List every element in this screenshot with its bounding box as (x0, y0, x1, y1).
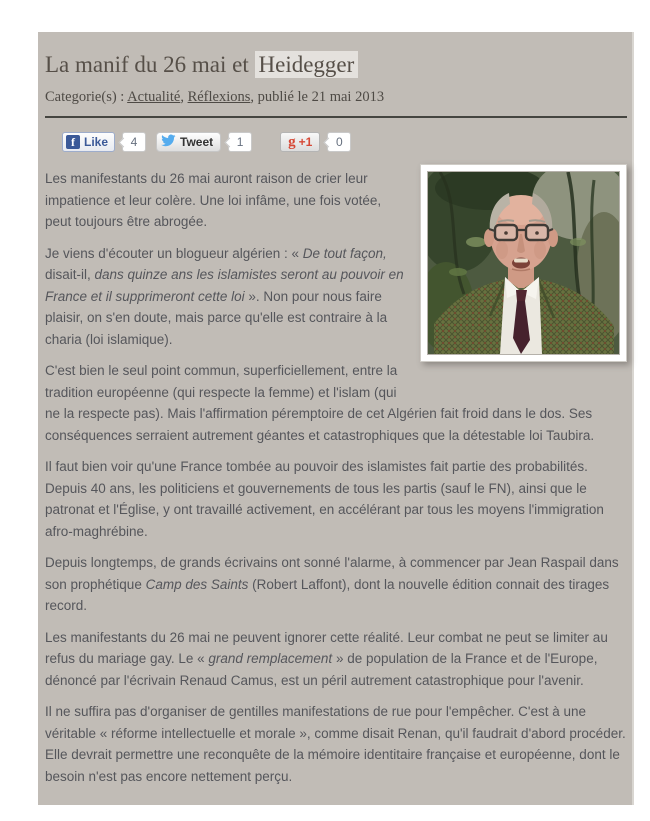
google-g-icon: g (288, 134, 296, 150)
paragraph: Il faut bien voir qu'une France tombée au pouvoir des islamistes fait partie des probabilités. Depuis 40 ans, les politiciens et gouvernements de tous les partis (sauf le FN), ainsi que le patronat et l'Église, y ont travaillé activement, en accélérant par tous les moyens l'immigration afro-maghrébine. (45, 459, 604, 539)
like-label: Like (84, 135, 109, 149)
portrait-illustration (428, 172, 619, 354)
tweet-label: Tweet (180, 135, 214, 149)
tweet-count-badge: 1 (228, 132, 252, 152)
like-count-badge: 4 (122, 132, 146, 152)
title-highlight: Heidegger (255, 51, 359, 78)
title-text: La manif du 26 mai et (45, 52, 255, 77)
post-container (38, 32, 634, 805)
plusone-label: +1 (298, 135, 313, 149)
tweet-button[interactable] (156, 132, 221, 152)
meta-label: Categorie(s) : (45, 89, 128, 105)
facebook-like-button[interactable] (62, 132, 115, 152)
paragraph: Je viens d'écouter un blogueur algérien : « De tout façon, disait-il, dans quinze ans les islamistes seront au pouvoir en France et il supprimeront cette loi ». Non pour nous faire plaisir, on s'en doute, mais parce qu'elle est contraire à la charia (loi islamique). (45, 245, 404, 347)
google-plusone-button[interactable] (280, 132, 320, 152)
publish-date: , publié le 21 mai 2013 (250, 89, 385, 105)
header-divider (45, 116, 627, 118)
paragraph: C'est bien le seul point commun, superficiellement, entre la tradition européenne (qui respecte la femme) et l'islam (qui ne la respecte pas). Mais l'affirmation péremptoire de cet Algérien fait froid dans le dos. Ses conséquences serraient autrement géantes et catastrophiques que la détestable loi Taubira. (45, 363, 595, 443)
paragraph: Il ne suffira pas d'organiser de gentilles manifestations de rue pour l'empêcher. C'est à une véritable « réforme intellectuelle et morale », comme disait Renan, qu'il faudrait d'abord procéder. Elle devrait permettre une reconquête de la mémoire identitaire française et européenne, dont le besoin n'est pas encore nettement perçu. (45, 704, 626, 784)
paragraph: Depuis longtemps, de grands écrivains ont sonné l'alarme, à commencer par Jean Raspail dans son prophétique Camp des Saints (Robert Laffont), dont la nouvelle édition connait des tirages record. (45, 555, 619, 613)
paragraph: Les manifestants du 26 mai ne peuvent ignorer cette réalité. Leur combat ne peut se limiter au refus du mariage gay. Le « grand remplacement » de population de la France et de l'Europe, dénoncé par l'écrivain Renaud Camus, est un péril autrement catastrophique pour l'avenir. (45, 629, 608, 688)
twitter-bird-icon (161, 134, 176, 150)
page-title (45, 51, 627, 79)
meta-separator: , (180, 89, 188, 105)
category-link-actualite[interactable]: Actualité (127, 89, 181, 105)
portrait-photo (420, 164, 627, 362)
article-body (45, 168, 627, 787)
paragraph: Les manifestants du 26 mai auront raison de crier leur impatience et leur colère. Une loi infâme, une fois votée, peut toujours être abrogée. (45, 171, 382, 229)
category-link-reflexions[interactable]: Réflexions (187, 89, 251, 105)
social-share-bar (62, 131, 627, 153)
plusone-count-badge: 0 (327, 132, 351, 152)
post-meta (45, 88, 627, 106)
facebook-icon: f (66, 135, 80, 149)
